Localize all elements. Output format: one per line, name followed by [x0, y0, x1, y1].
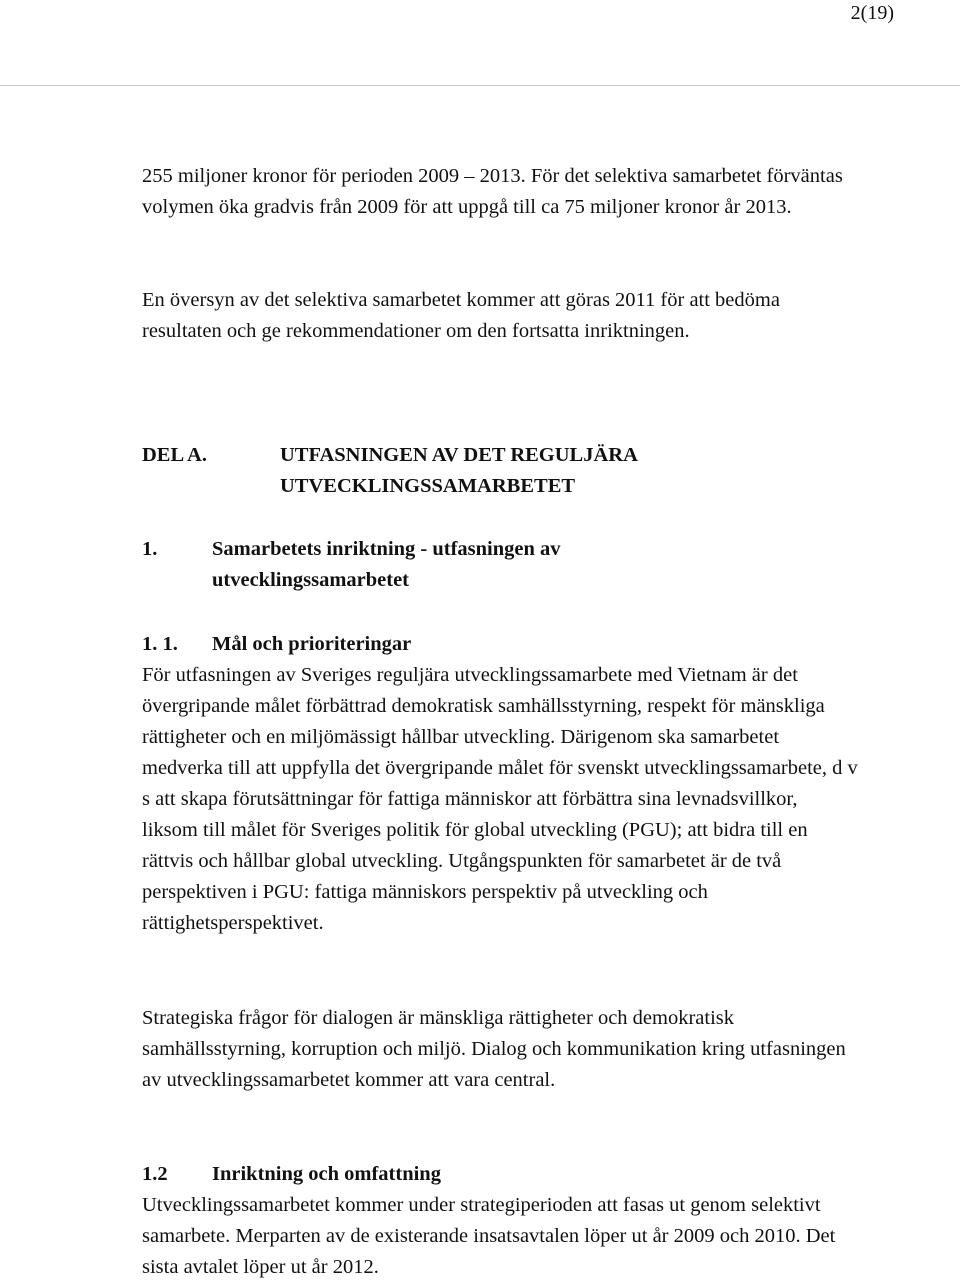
part-title-line1: UTFASNINGEN AV DET REGULJÄRA: [280, 444, 638, 466]
paragraph-goals: För utfasningen av Sveriges reguljära utvecklingssamarbete med Vietnam är det övergripande målet förbättrad demokratisk samhällsstyrning, respekt för mänskliga rättigheter och en miljömässigt hållbar utveckling. Därigenom ska samarbetet medverka till att uppfylla det övergripande målet för svenskt utvecklingssamarbete, d v s att skapa förutsättningar för fattiga människor att förbättra sina levnadsvillkor, liksom till målet för Sveriges politik för global utveckling (PGU); att bidra till en rättvis och hållbar global utveckling. Utgångspunkten för samarbetet är de två perspektiven i PGU: fattiga människors perspektiv på utveckling och rättighetsperspektivet.: [142, 664, 858, 934]
part-title-line2: UTVECKLINGSSAMARBETET: [280, 475, 576, 497]
part-label: DEL A.: [142, 444, 207, 466]
section-1-number: 1.: [142, 538, 158, 560]
paragraph-budget: 255 miljoner kronor för perioden 2009 – 2013. För det selektiva samarbetet förväntas volymen öka gradvis från 2009 för att uppgå till ca 75 miljoner kronor år 2013.: [142, 165, 843, 218]
section-1-2-number: 1.2: [142, 1163, 168, 1185]
section-1-1-title: Mål och prioriteringar: [212, 633, 412, 655]
section-1-2-title: Inriktning och omfattning: [212, 1163, 441, 1185]
paragraph-scope: Utvecklingssamarbetet kommer under strategiperioden att fasas ut genom selektivt samarbete. Merparten av de existerande insatsavtalen löper ut år 2009 och 2010. Det sista avtalet löper ut år 2012.: [142, 1194, 836, 1278]
section-1-title-line1: Samarbetets inriktning - utfasningen av: [212, 538, 561, 560]
section-1-title-line2: utvecklingssamarbetet: [212, 569, 410, 591]
header-divider: [0, 85, 960, 86]
page-number: 2(19): [850, 2, 894, 24]
section-1-1-number: 1. 1.: [142, 633, 178, 655]
paragraph-review: En översyn av det selektiva samarbetet kommer att göras 2011 för att bedöma resultaten och ge rekommendationer om den fortsatta inriktningen.: [142, 289, 780, 342]
paragraph-dialogue: Strategiska frågor för dialogen är mänskliga rättigheter och demokratisk samhällsstyrning, korruption och miljö. Dialog och kommunikation kring utfasningen av utvecklingssamarbetet kommer att vara central.: [142, 1007, 846, 1091]
